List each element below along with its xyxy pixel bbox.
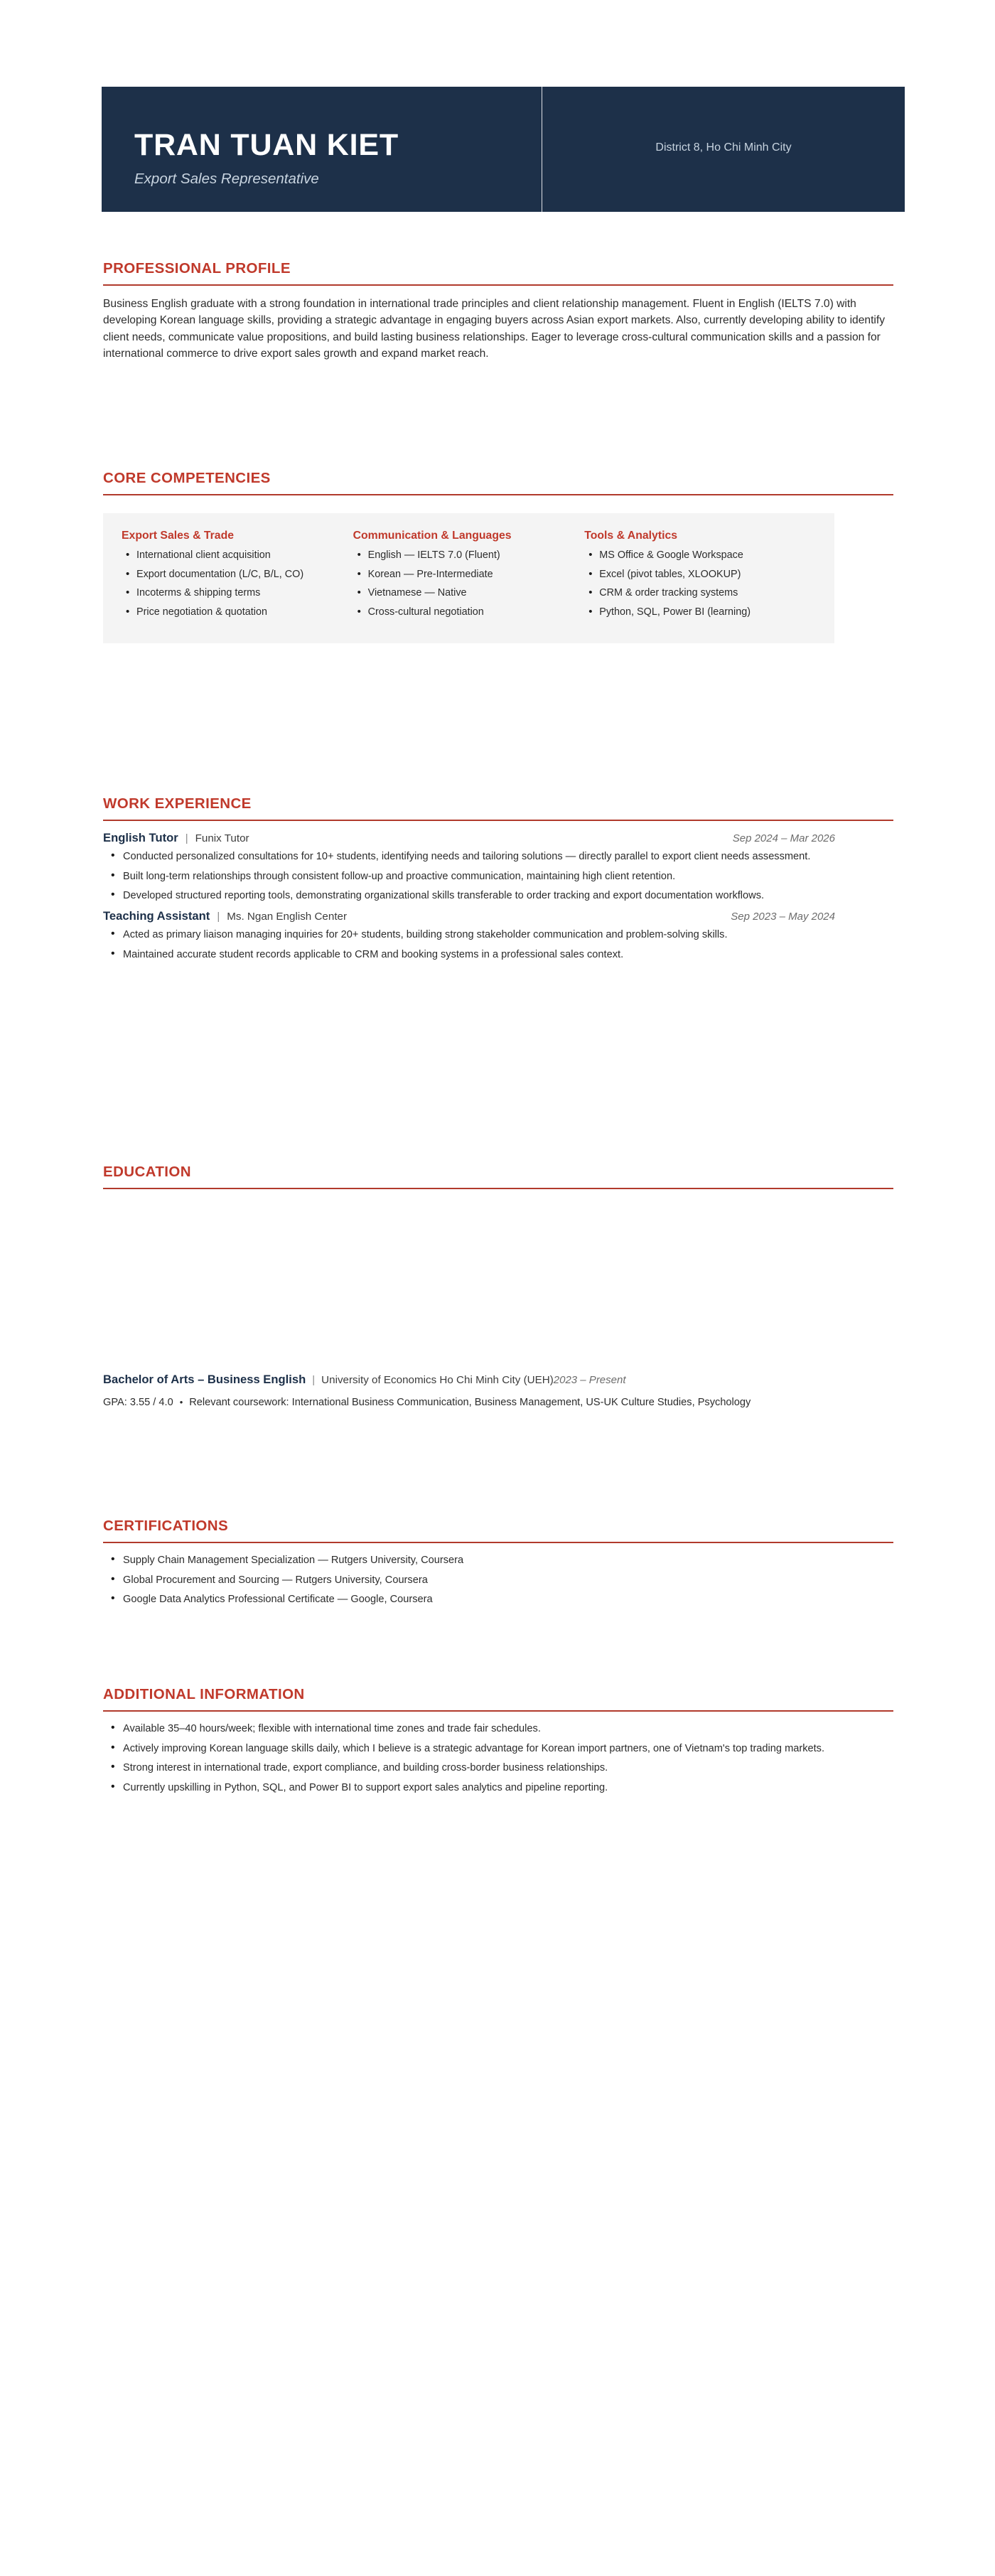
section-rule-competencies (103, 494, 893, 496)
competency-column-tools-analytics (584, 529, 816, 625)
education-degree: Bachelor of Arts – Business English (103, 1373, 306, 1386)
list-item: • Vietnamese — Native (353, 586, 569, 601)
list-item: • Strong interest in international trade, export compliance, and building cross-border business relationships. (103, 1761, 893, 1776)
section-rule-education (103, 1188, 893, 1190)
section-certifications (103, 1518, 893, 1612)
list-item: • Excel (pivot tables, XLOOKUP) (584, 568, 800, 582)
experience-bullet-list (103, 928, 893, 962)
list-item: • Actively improving Korean language skills daily, which I believe is a strategic advantage for Korean import partners, one of Vietnam's top trading markets. (103, 1742, 893, 1756)
competency-column-heading: Tools & Analytics (584, 530, 678, 542)
list-item: • Conducted personalized consultations for 10+ students, identifying needs and tailoring solutions — directly parallel to export client needs assessment. (103, 849, 893, 864)
page-title: TRAN TUAN KIET (134, 127, 399, 162)
experience-separator: | (217, 911, 220, 923)
experience-separator: | (185, 832, 188, 845)
list-item: • Korean — Pre-Intermediate (353, 568, 569, 582)
education-detail-separator: • (179, 1396, 183, 1407)
education-coursework: Relevant coursework: International Business Communication, Business Management, US-UK Culture Studies, Psychology (189, 1396, 751, 1408)
list-item: • Global Procurement and Sourcing — Rutgers University, Coursera (103, 1573, 893, 1588)
section-rule-profile (103, 284, 893, 286)
education-separator: | (312, 1374, 316, 1386)
list-item: • Cross-cultural negotiation (353, 606, 569, 620)
list-item: • Maintained accurate student records applicable to CRM and booking systems in a professional sales context. (103, 948, 893, 962)
list-item: • English — IELTS 7.0 (Fluent) (353, 549, 569, 563)
header-identity-block (102, 87, 542, 212)
competency-column-heading: Communication & Languages (353, 530, 512, 542)
list-item: • Incoterms & shipping terms (122, 586, 338, 601)
certifications-list (103, 1553, 893, 1607)
section-education (103, 1164, 893, 1199)
section-rule-certifications (103, 1542, 893, 1544)
list-item: • Python, SQL, Power BI (learning) (584, 606, 800, 620)
competency-column-communication-languages (353, 529, 585, 625)
education-school: University of Economics Ho Chi Minh City (UEH) (321, 1374, 554, 1386)
section-heading-competencies: CORE COMPETENCIES (103, 470, 271, 486)
experience-entry-header (103, 909, 835, 923)
list-item: • Export documentation (L/C, B/L, CO) (122, 568, 338, 582)
competencies-panel (103, 513, 834, 643)
section-rule-additional (103, 1710, 893, 1712)
section-additional-information (103, 1687, 893, 1800)
experience-dates: Sep 2024 – Mar 2026 (732, 832, 835, 845)
list-item: • Built long-term relationships through consistent follow-up and proactive communication, maintaining high client retention. (103, 869, 893, 884)
list-item: • Acted as primary liaison managing inquiries for 20+ students, building strong stakeholder communication and problem-solving skills. (103, 928, 893, 943)
list-item: • CRM & order tracking systems (584, 586, 800, 601)
experience-organization: Funix Tutor (195, 832, 249, 845)
list-item: • Currently upskilling in Python, SQL, and Power BI to support export sales analytics and pipeline reporting. (103, 1781, 893, 1796)
competency-list (122, 549, 338, 619)
section-heading-profile: PROFESSIONAL PROFILE (103, 260, 291, 277)
experience-entry-teaching-assistant (103, 909, 893, 962)
education-gpa: GPA: 3.55 / 4.0 (103, 1396, 173, 1408)
list-item: • Google Data Analytics Professional Certificate — Google, Coursera (103, 1592, 893, 1607)
header-job-title: Export Sales Representative (134, 170, 319, 187)
section-professional-profile (103, 261, 893, 362)
header-contact-block (542, 87, 905, 212)
list-item: • Price negotiation & quotation (122, 606, 338, 620)
section-rule-experience (103, 820, 893, 822)
header-location: District 8, Ho Chi Minh City (655, 141, 792, 154)
section-core-competencies (103, 471, 893, 643)
experience-entry-english-tutor (103, 831, 893, 903)
competency-column-export-sales-trade (122, 529, 353, 625)
section-heading-education: EDUCATION (103, 1164, 191, 1180)
list-item: • International client acquisition (122, 549, 338, 563)
experience-role: Teaching Assistant (103, 909, 210, 923)
list-item: • Available 35–40 hours/week; flexible with international time zones and trade fair schedules. (103, 1722, 893, 1737)
experience-entry-header (103, 831, 835, 845)
competency-list (584, 549, 800, 619)
education-detail-line (103, 1395, 893, 1410)
competency-list (353, 549, 569, 619)
experience-bullet-list (103, 849, 893, 903)
education-dates: 2023 – Present (553, 1374, 626, 1386)
header-banner (102, 87, 905, 212)
list-item: • Supply Chain Management Specialization — Rutgers University, Coursera (103, 1553, 893, 1568)
list-item: • Developed structured reporting tools, demonstrating organizational skills transferable to order tracking and export documentation workflows. (103, 889, 893, 903)
section-heading-experience: WORK EXPERIENCE (103, 795, 252, 812)
education-entry-bachelor-arts (103, 1371, 893, 1410)
competency-column-heading: Export Sales & Trade (122, 530, 235, 542)
section-work-experience (103, 796, 893, 967)
section-heading-additional: ADDITIONAL INFORMATION (103, 1686, 305, 1702)
education-entry-header (103, 1371, 893, 1389)
section-heading-certifications: CERTIFICATIONS (103, 1518, 229, 1534)
experience-dates: Sep 2023 – May 2024 (731, 911, 835, 923)
profile-summary-text: Business English graduate with a strong foundation in international trade principles and client relationship management. Fluent in English (IELTS 7.0) with developing Korean language skills, providing a strategic advantage in engaging buyers across Asian export markets. Also, currently developing ability to identify client needs, communicate value propositions, and build lasting business relationships. Eager to leverage cross-cultural communication skills and a passion for international commerce to drive export sales growth and expand market reach. (103, 298, 886, 360)
list-item: • MS Office & Google Workspace (584, 549, 800, 563)
experience-organization: Ms. Ngan English Center (227, 911, 348, 923)
additional-information-list (103, 1722, 893, 1796)
experience-role: English Tutor (103, 831, 178, 845)
